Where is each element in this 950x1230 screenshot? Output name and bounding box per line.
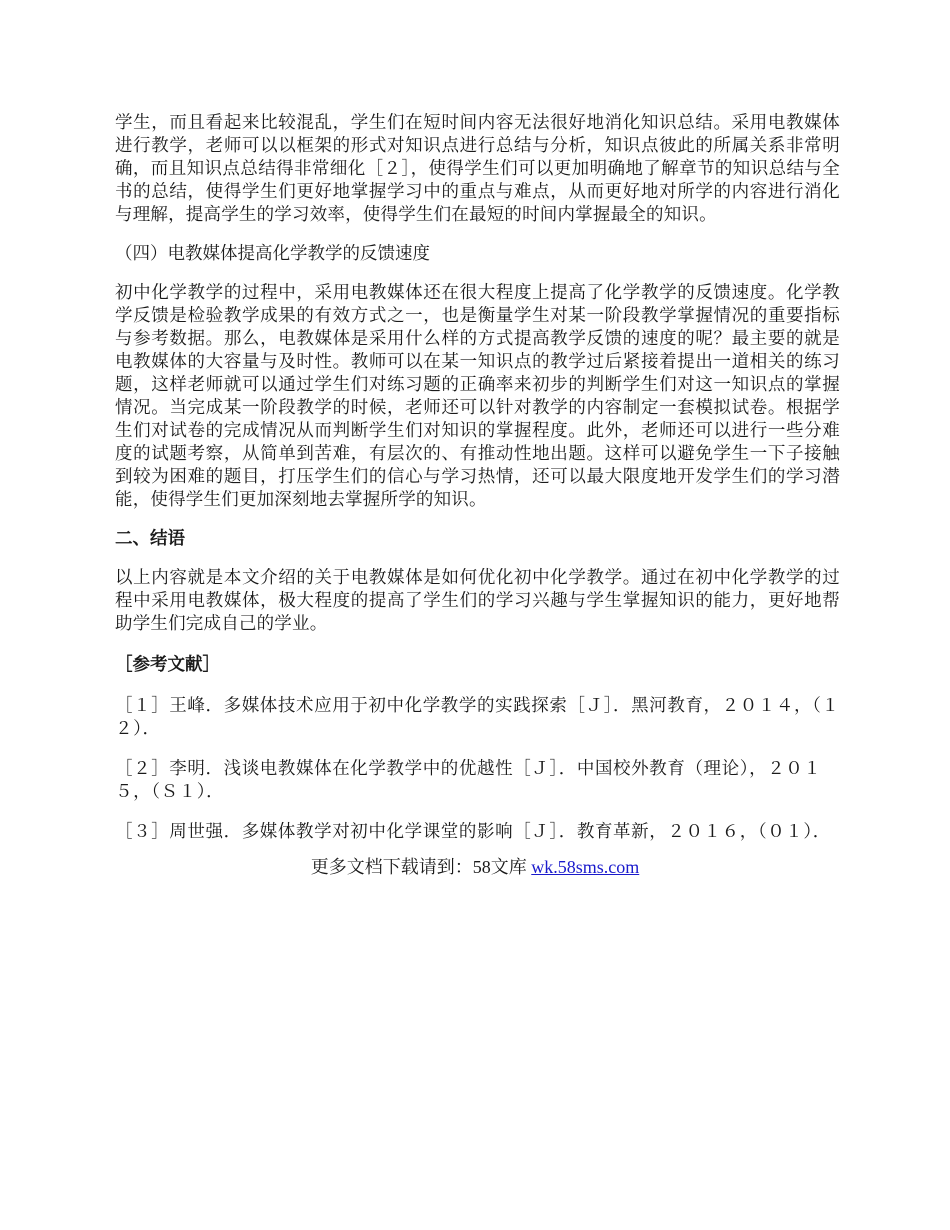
section-subheading: （四）电教媒体提高化学教学的反馈速度 [115, 244, 430, 264]
document-body [115, 112, 840, 861]
reference-item: ［３］周世强．多媒体教学对初中化学课堂的影响［Ｊ］．教育革新，２０１６，（０１）． [115, 822, 831, 842]
section-heading-conclusion: 二、结语 [115, 529, 185, 549]
paragraph-conclusion: 以上内容就是本文介绍的关于电教媒体是如何优化初中化学教学。通过在初中化学教学的过程中采用电教媒体，极大程度的提高了学生们的学习兴趣与学生掌握知识的能力，更好地帮助学生们完成自己的学业。 [115, 568, 840, 634]
footer-text: 更多文档下载请到：58文库 [310, 857, 532, 877]
paragraph-feedback: 初中化学教学的过程中，采用电教媒体还在很大程度上提高了化学教学的反馈速度。化学教学反馈是检验教学成果的有效方式之一，也是衡量学生对某一阶段教学掌握情况的重要指标与参考数据。那么，电教媒体是采用什么样的方式提高教学反馈的速度的呢？最主要的就是电教媒体的大容量与及时性。教师可以在某一知识点的教学过后紧接着提出一道相关的练习题，这样老师就可以通过学生们对练习题的正确率来初步的判断学生们对这一知识点的掌握情况。当完成某一阶段教学的时候，老师还可以针对教学的内容制定一套模拟试卷。根据学生们对试卷的完成情况从而判断学生们对知识的掌握程度。此外，老师还可以进行一些分难度的试题考察，从简单到苦难，有层次的、有推动性地出题。这样可以避免学生一下子接触到较为困难的题目，打压学生们的信心与学习热情，还可以最大限度地开发学生们的学习潜能，使得学生们更加深刻地去掌握所学的知识。 [115, 283, 840, 510]
footer-link[interactable]: wk.58sms.com [531, 857, 640, 877]
reference-item: ［１］王峰．多媒体技术应用于初中化学教学的实践探索［Ｊ］．黑河教育，２０１４，（１２）． [115, 696, 840, 739]
paragraph-continued: 学生，而且看起来比较混乱，学生们在短时间内容无法很好地消化知识总结。采用电教媒体进行教学，老师可以以框架的形式对知识点进行总结与分析，知识点彼此的所属关系非常明确，而且知识点总结得非常细化［２］，使得学生们可以更加明确地了解章节的知识总结与全书的总结，使得学生们更好地掌握学习中的重点与难点，从而更好地对所学的内容进行消化与理解，提高学生的学习效率，使得学生们在最短的时间内掌握最全的知识。 [115, 113, 840, 225]
download-footer [0, 855, 950, 879]
references-list [115, 695, 840, 844]
references-title: ［参考文献］ [115, 655, 220, 675]
reference-item: ［２］李明．浅谈电教媒体在化学教学中的优越性［Ｊ］．中国校外教育（理论），２０１５，（Ｓ１）． [115, 759, 822, 802]
